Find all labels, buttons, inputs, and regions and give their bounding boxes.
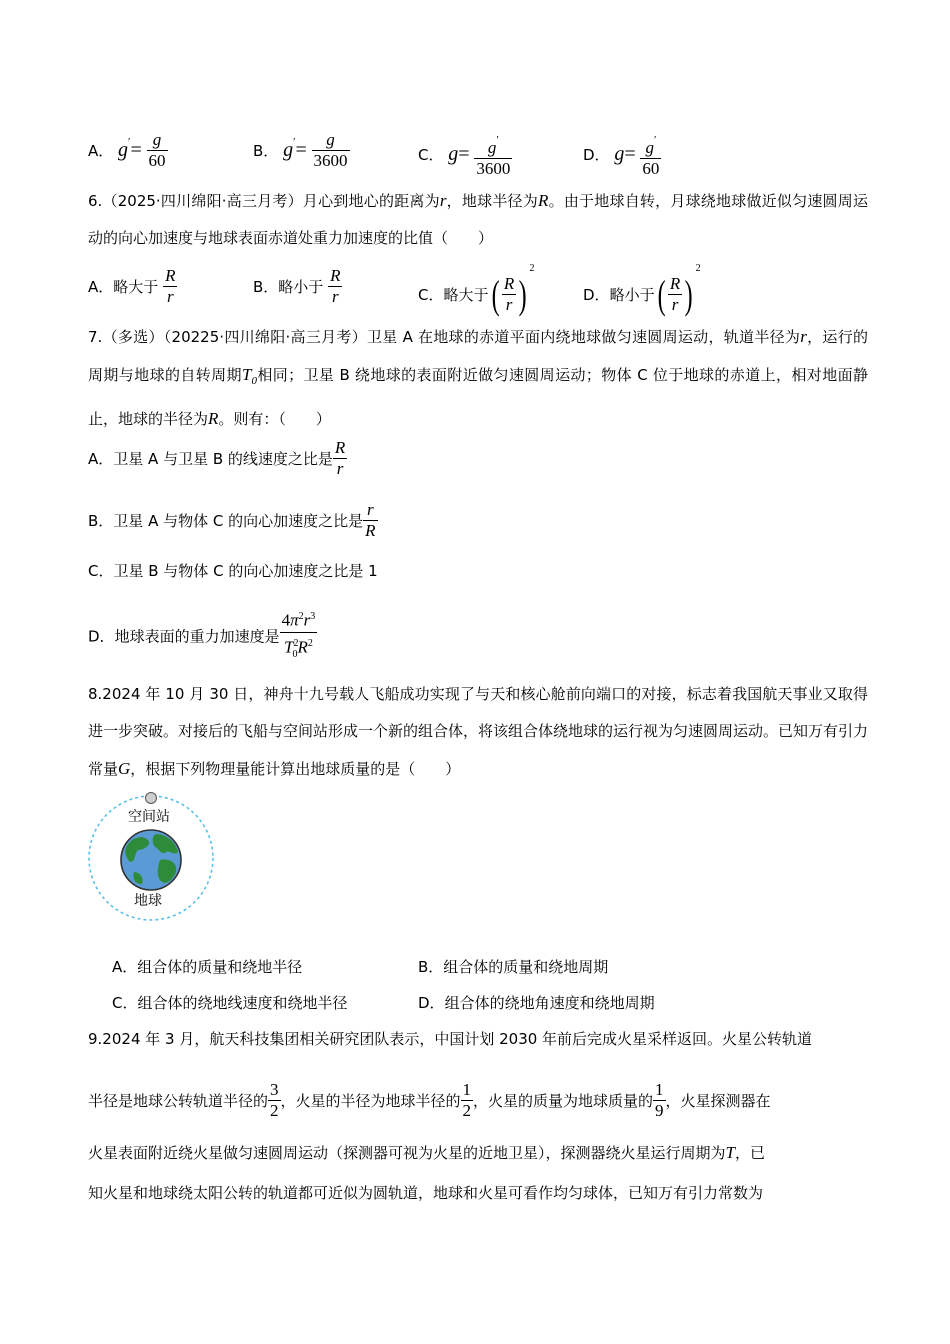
q5-option-d[interactable] bbox=[583, 130, 661, 179]
q7-option-c[interactable]: C．卫星 B 与物体 C 的向心加速度之比是 1 bbox=[88, 562, 378, 580]
fraction: $\frac{g'}{3600}$ bbox=[474, 130, 512, 179]
lhs-symbol: g bbox=[448, 143, 459, 165]
q9-line-1: 9.2024 年 3 月，航天科技集团相关研究团队表示，中国计划 2030 年前后完成火星采样返回。火星公转轨道 bbox=[88, 1030, 813, 1048]
fraction: $\frac{g}{3600}$ bbox=[313, 130, 348, 170]
fraction: $\frac{g}{60}$ bbox=[148, 130, 166, 170]
orbit-figure bbox=[86, 790, 216, 925]
q5-option-c[interactable] bbox=[418, 130, 512, 179]
q6-stem: 6.（2025·四川绵阳·高三月考）月心到地心的距离为r，地球半径为R。由于地球自转，月球绕地球做近似匀速圆周运动的向心加速度与地球表面赤道处重力加速度的比值（ ） bbox=[88, 191, 868, 247]
equals-sign: = bbox=[130, 139, 142, 161]
q8-option-b[interactable]: B．组合体的质量和绕地周期 bbox=[418, 958, 609, 976]
equals-sign: = bbox=[295, 139, 307, 161]
lhs-symbol: g bbox=[118, 139, 129, 161]
prime-mark: ′ bbox=[653, 134, 657, 146]
lhs-symbol: g bbox=[614, 143, 625, 165]
q9-line-2: 半径是地球公转轨道半径的 $\frac{3}{2}$ ，火星的半径为地球半径的 $\frac{1}{2}$ ，火星的质量为地球质量的 $\frac{1}{9}$ ，火星探测器在 bbox=[88, 1080, 771, 1120]
option-label: C． bbox=[418, 146, 444, 164]
lhs-symbol: g bbox=[283, 139, 294, 161]
q7-stem: 7.（多选）（20225·四川绵阳·高三月考）卫星 A 在地球的赤道平面内绕地球做匀速圆周运动，轨道半径为r，运行的周期与地球的自转周期$T_0$相同；卫星 B 绕地球的表面附近做匀速圆周运动；物体 C 位于地球的赤道上，相对地面静止，地球的半径为R。则有：（ ） bbox=[88, 327, 868, 428]
q7-option-b[interactable]: B．卫星 A 与物体 C 的向心加速度之比是 $\frac{r}{R}$ bbox=[88, 500, 376, 540]
option-label: B． bbox=[253, 142, 279, 160]
space-station-icon bbox=[146, 793, 157, 804]
q9-line-3: 火星表面附近绕火星做匀速圆周运动（探测器可视为火星的近地卫星），探测器绕火星运行周期为T，已 bbox=[88, 1143, 765, 1162]
q6-option-d[interactable]: D．略小于( $\frac{R}{r}$ )$^2$ bbox=[583, 263, 701, 317]
option-label: A． bbox=[88, 142, 114, 160]
q7-option-a[interactable]: A．卫星 A 与卫星 B 的线速度之比是 $\frac{R}{r}$ bbox=[88, 438, 346, 478]
q5-option-b[interactable] bbox=[253, 130, 350, 171]
equals-sign: = bbox=[624, 143, 636, 165]
option-label: D． bbox=[583, 146, 610, 164]
earth-label: 地球 bbox=[134, 893, 162, 909]
prime-mark: ′ bbox=[496, 134, 499, 146]
q6-option-b[interactable]: B．略小于 $\frac{R}{r}$ bbox=[253, 266, 341, 306]
q8-option-c[interactable]: C．组合体的绕地线速度和绕地半径 bbox=[112, 994, 348, 1012]
q8-stem: 8.2024 年 10 月 30 日，神舟十九号载人飞船成功实现了与天和核心舱前向端口的对接，标志着我国航天事业又取得进一步突破。对接后的飞船与空间站形成一个新的组合体，将该组合体绕地球的运行视为匀速圆周运动。已知万有引力常量G，根据下列物理量能计算出地球质量的是（ ） bbox=[88, 685, 869, 778]
q8-option-a[interactable]: A．组合体的质量和绕地半径 bbox=[112, 958, 303, 976]
prime-mark: ′ bbox=[128, 136, 131, 148]
fraction: $\frac{g'}{60}$ bbox=[640, 130, 661, 179]
prime-mark: ′ bbox=[293, 136, 296, 148]
q9-line-4: 知火星和地球绕太阳公转的轨道都可近似为圆轨道，地球和火星可看作均匀球体，已知万有引力常数为 bbox=[88, 1184, 764, 1202]
q8-option-d[interactable]: D．组合体的绕地角速度和绕地周期 bbox=[418, 994, 655, 1012]
q7-option-d[interactable]: D．地球表面的重力加速度是 $\frac{4\pi^2r^3}{T^2_0R^2}$ bbox=[88, 606, 317, 666]
q6-option-a[interactable]: A．略大于 $\frac{R}{r}$ bbox=[88, 266, 176, 306]
q5-option-a[interactable] bbox=[88, 130, 168, 171]
equals-sign: = bbox=[458, 143, 470, 165]
q6-option-c[interactable]: C．略大于( $\frac{R}{r}$ )$^2$ bbox=[418, 263, 535, 317]
station-label: 空间站 bbox=[128, 809, 170, 825]
